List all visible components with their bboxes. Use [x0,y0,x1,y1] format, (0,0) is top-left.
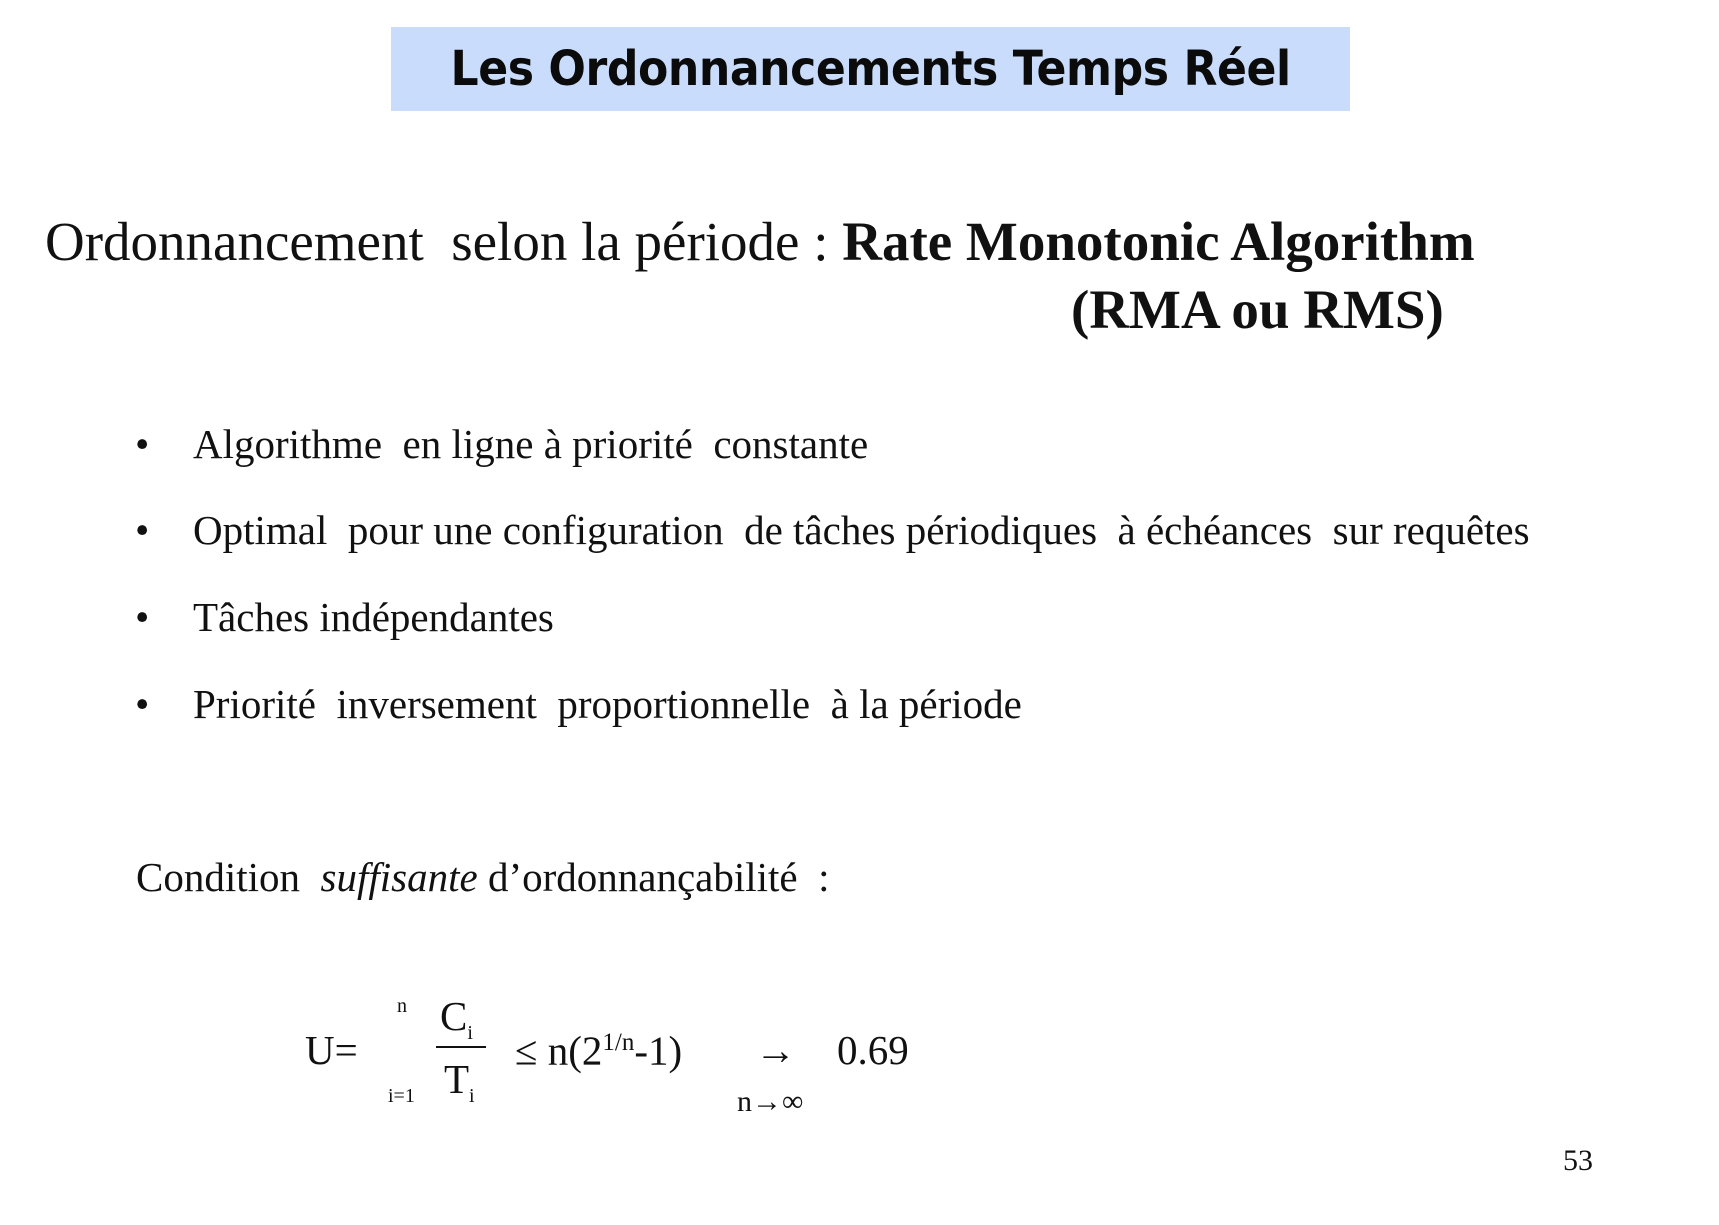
bullet-icon: • [135,421,150,467]
page-number: 53 [1563,1144,1593,1177]
bullet-text: Tâches indépendantes [193,594,554,640]
subtitle-acronym: (RMA ou RMS) [1071,279,1444,340]
limit-value: 0.69 [837,1027,909,1073]
fraction-bar [436,1046,486,1048]
sum-upper-bound: n [397,995,407,1017]
bound-exponent: 1/n [602,1029,635,1056]
sum-lower-bound: i=1 [388,1085,415,1107]
subtitle-prefix: Ordonnancement selon la période : [45,211,843,272]
arrow-icon: → [755,1027,796,1073]
formula-lhs: U= [305,1027,358,1073]
bullet-text: Optimal pour une configuration de tâches périodiques à échéances sur requêtes [193,507,1530,553]
denominator-subscript: i [469,1085,475,1108]
bound-suffix: -1) [634,1027,683,1074]
numerator-subscript: i [467,1022,473,1045]
bound-prefix: ≤ n(2 [515,1027,603,1074]
limit-label: n→∞ [737,1085,804,1118]
bullet-icon: • [135,681,150,727]
bullet-icon: • [135,507,150,553]
formula-bound [515,1027,683,1074]
condition-prefix: Condition [136,854,321,900]
bullet-icon: • [135,594,150,640]
fraction-numerator [440,993,473,1045]
condition-italic: suffisante [320,854,478,900]
bullet-text: Algorithme en ligne à priorité constante [193,421,869,467]
bullet-text: Priorité inversement proportionnelle à la période [193,681,1022,727]
slide-title: Les Ordonnancements Temps Réel [450,41,1291,97]
condition-suffix: d’ordonnançabilité : [477,854,830,900]
denominator-symbol: T [444,1056,470,1102]
fraction-denominator [444,1056,475,1108]
numerator-symbol: C [440,993,468,1039]
subtitle-algorithm-name: Rate Monotonic Algorithm [842,211,1475,272]
